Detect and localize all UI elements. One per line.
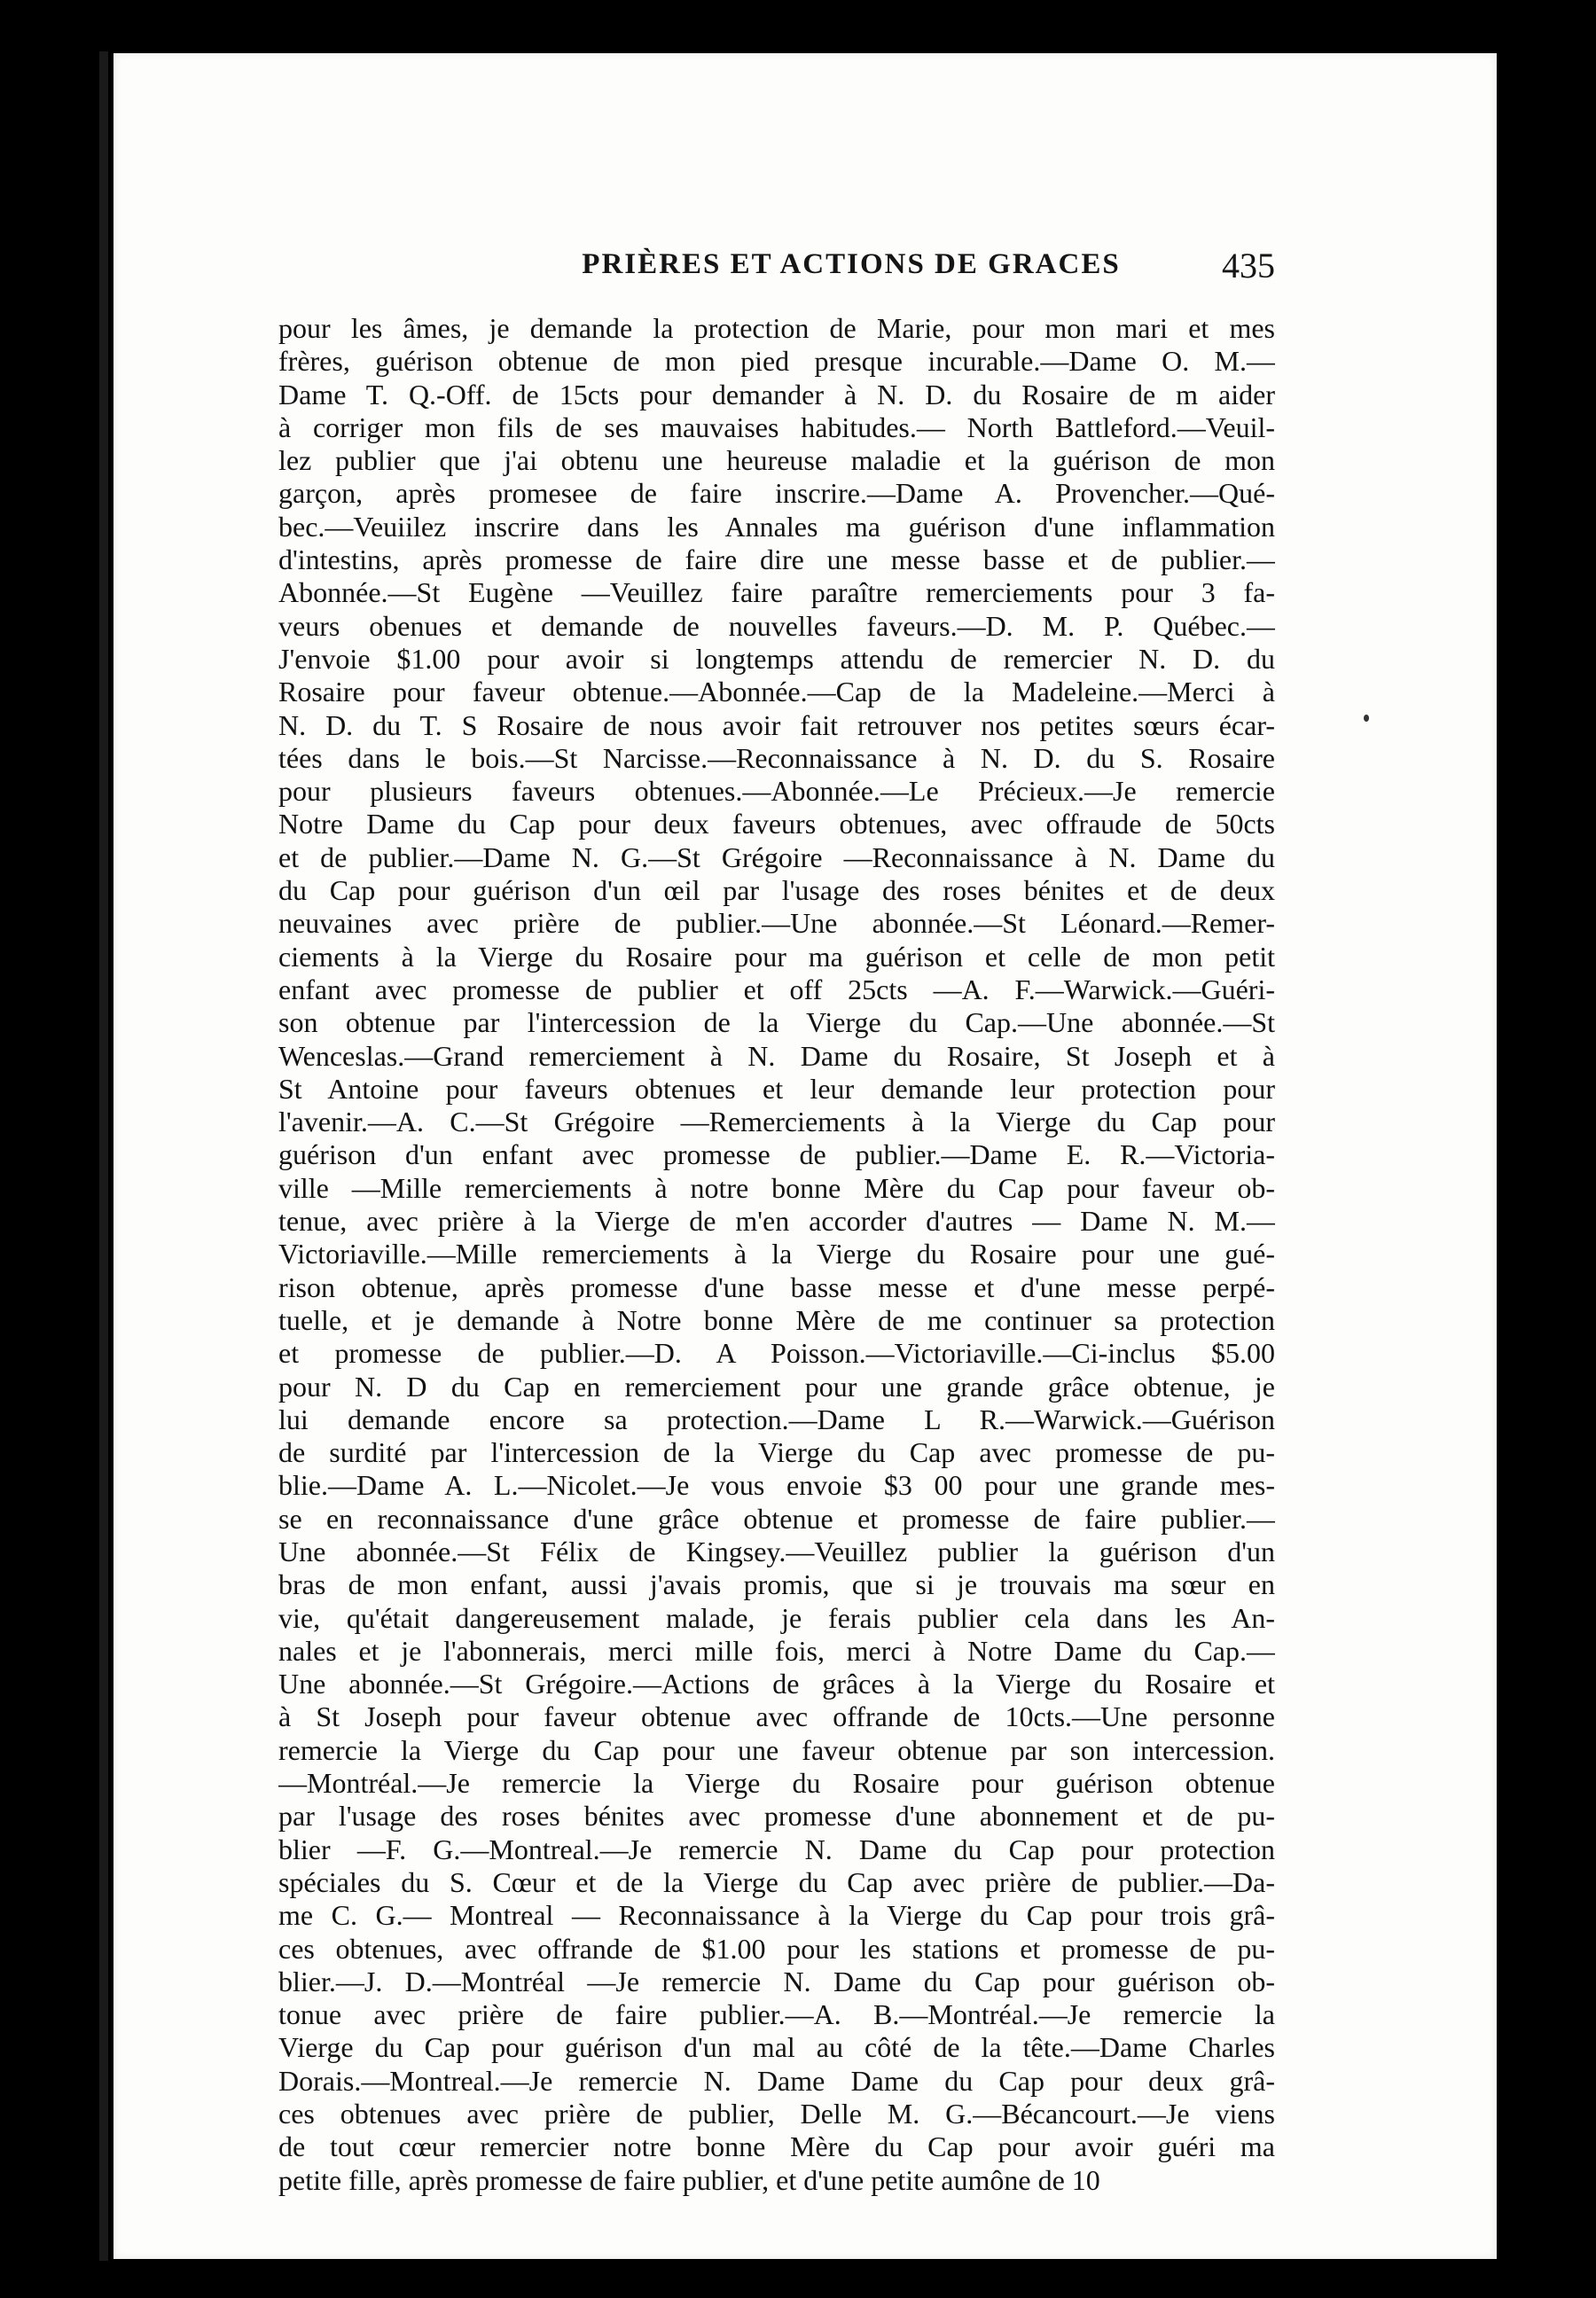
- text-line: —Montréal.—Je remercie la Vierge du Rosaire pour guérison obtenue: [278, 1767, 1275, 1800]
- text-line: d'intestins, après promesse de faire dire une messe basse et de publier.—: [278, 543, 1275, 576]
- page-number: 435: [1222, 246, 1275, 285]
- text-line: bras de mon enfant, aussi j'avais promis, que si je trouvais ma sœur en: [278, 1568, 1275, 1601]
- text-line: à St Joseph pour faveur obtenue avec offrande de 10cts.—Une personne: [278, 1700, 1275, 1733]
- text-line: tonue avec prière de faire publier.—A. B.—Montréal.—Je remercie la: [278, 1998, 1275, 2031]
- text-line: se en reconnaissance d'une grâce obtenue et promesse de faire publier.—: [278, 1502, 1275, 1535]
- text-line: J'envoie $1.00 pour avoir si longtemps attendu de remercier N. D. du: [278, 642, 1275, 675]
- text-line: ces obtenues, avec offrande de $1.00 pour les stations et promesse de pu-: [278, 1932, 1275, 1965]
- text-line: St Antoine pour faveurs obtenues et leur demande leur protection pour: [278, 1072, 1275, 1105]
- margin-speck: [1364, 715, 1369, 722]
- text-line: Notre Dame du Cap pour deux faveurs obtenues, avec offraude de 50cts: [278, 808, 1275, 840]
- text-line: ces obtenues avec prière de publier, Delle M. G.—Bécancourt.—Je viens: [278, 2098, 1275, 2130]
- running-title: PRIÈRES ET ACTIONS DE GRACES: [582, 248, 1121, 280]
- text-line: neuvaines avec prière de publier.—Une abonnée.—St Léonard.—Remer-: [278, 907, 1275, 940]
- text-line: et promesse de publier.—D. A Poisson.—Victoriaville.—Ci-inclus $5.00: [278, 1337, 1275, 1370]
- text-line: pour N. D du Cap en remerciement pour une grande grâce obtenue, je: [278, 1370, 1275, 1403]
- text-line: tenue, avec prière à la Vierge de m'en accorder d'autres — Dame N. M.—: [278, 1205, 1275, 1238]
- text-line: veurs obenues et demande de nouvelles faveurs.—D. M. P. Québec.—: [278, 609, 1275, 642]
- text-line: Rosaire pour faveur obtenue.—Abonnée.—Cap de la Madeleine.—Merci à: [278, 676, 1275, 708]
- text-line: son obtenue par l'intercession de la Vierge du Cap.—Une abonnée.—St: [278, 1006, 1275, 1039]
- text-line: ciements à la Vierge du Rosaire pour ma guérison et celle de mon petit: [278, 940, 1275, 973]
- text-line: vie, qu'était dangereusement malade, je ferais publier cela dans les An-: [278, 1601, 1275, 1634]
- text-line: lui demande encore sa protection.—Dame L R.—Warwick.—Guérison: [278, 1403, 1275, 1435]
- text-line: et de publier.—Dame N. G.—St Grégoire —Reconnaissance à N. Dame du: [278, 840, 1275, 873]
- page-edge-rule: [99, 51, 108, 2261]
- text-line: N. D. du T. S Rosaire de nous avoir fait retrouver nos petites sœurs écar-: [278, 708, 1275, 741]
- text-line: tuelle, et je demande à Notre bonne Mère de me continuer sa protection: [278, 1303, 1275, 1336]
- text-line: pour les âmes, je demande la protection de Marie, pour mon mari et mes: [278, 312, 1275, 344]
- text-line: Dorais.—Montreal.—Je remercie N. Dame Dame du Cap pour deux grâ-: [278, 2064, 1275, 2097]
- text-line: Victoriaville.—Mille remerciements à la Vierge du Rosaire pour une gué-: [278, 1238, 1275, 1270]
- text-line: pour plusieurs faveurs obtenues.—Abonnée.—Le Précieux.—Je remercie: [278, 775, 1275, 808]
- text-line: me C. G.— Montreal — Reconnaissance à la Vierge du Cap pour trois grâ-: [278, 1899, 1275, 1932]
- text-line: à corriger mon fils de ses mauvaises habitudes.— North Battleford.—Veuil-: [278, 410, 1275, 443]
- body-text: [278, 312, 1275, 2197]
- text-line: remercie la Vierge du Cap pour une faveur obtenue par son intercession.: [278, 1733, 1275, 1766]
- text-line: Dame T. Q.-Off. de 15cts pour demander à N. D. du Rosaire de m aider: [278, 378, 1275, 410]
- text-line: Wenceslas.—Grand remerciement à N. Dame du Rosaire, St Joseph et à: [278, 1039, 1275, 1072]
- text-line: blier.—J. D.—Montréal —Je remercie N. Dame du Cap pour guérison ob-: [278, 1965, 1275, 1997]
- text-line: bec.—Veuiilez inscrire dans les Annales ma guérison d'une inflammation: [278, 510, 1275, 543]
- text-line: tées dans le bois.—St Narcisse.—Reconnaissance à N. D. du S. Rosaire: [278, 741, 1275, 774]
- text-line: guérison d'un enfant avec promesse de publier.—Dame E. R.—Victoria-: [278, 1138, 1275, 1171]
- text-line: lez publier que j'ai obtenu une heureuse maladie et la guérison de mon: [278, 444, 1275, 477]
- text-line: garçon, après promesee de faire inscrire.—Dame A. Provencher.—Qué-: [278, 477, 1275, 510]
- text-line: Vierge du Cap pour guérison d'un mal au côté de la tête.—Dame Charles: [278, 2031, 1275, 2064]
- text-line: Une abonnée.—St Grégoire.—Actions de grâces à la Vierge du Rosaire et: [278, 1668, 1275, 1700]
- text-line: frères, guérison obtenue de mon pied presque incurable.—Dame O. M.—: [278, 345, 1275, 378]
- text-line: du Cap pour guérison d'un œil par l'usage des roses bénites et de deux: [278, 874, 1275, 907]
- text-line: blier —F. G.—Montreal.—Je remercie N. Dame du Cap pour protection: [278, 1833, 1275, 1865]
- text-line: enfant avec promesse de publier et off 25cts —A. F.—Warwick.—Guéri-: [278, 973, 1275, 1005]
- text-line: Une abonnée.—St Félix de Kingsey.—Veuillez publier la guérison d'un: [278, 1535, 1275, 1567]
- text-line: blie.—Dame A. L.—Nicolet.—Je vous envoie $3 00 pour une grande mes-: [278, 1469, 1275, 1502]
- text-line: l'avenir.—A. C.—St Grégoire —Remerciements à la Vierge du Cap pour: [278, 1106, 1275, 1138]
- text-line: par l'usage des roses bénites avec promesse d'une abonnement et de pu-: [278, 1800, 1275, 1833]
- text-line: spéciales du S. Cœur et de la Vierge du Cap avec prière de publier.—Da-: [278, 1865, 1275, 1898]
- text-line: ville —Mille remerciements à notre bonne Mère du Cap pour faveur ob-: [278, 1171, 1275, 1204]
- text-line: de surdité par l'intercession de la Vierge du Cap avec promesse de pu-: [278, 1436, 1275, 1469]
- text-line: de tout cœur remercier notre bonne Mère du Cap pour avoir guéri ma: [278, 2130, 1275, 2163]
- text-line: rison obtenue, après promesse d'une basse messe et d'une messe perpé-: [278, 1270, 1275, 1303]
- text-line: Abonnée.—St Eugène —Veuillez faire paraître remerciements pour 3 fa-: [278, 576, 1275, 609]
- text-line: nales et je l'abonnerais, merci mille fois, merci à Notre Dame du Cap.—: [278, 1634, 1275, 1667]
- text-line: petite fille, après promesse de faire publier, et d'une petite aumône de 10: [278, 2163, 1100, 2196]
